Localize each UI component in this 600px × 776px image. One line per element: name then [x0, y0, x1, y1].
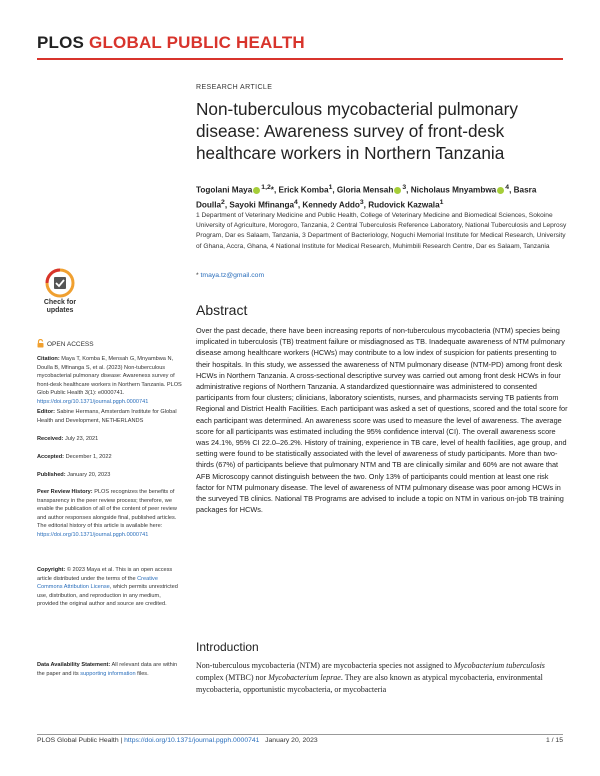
intro-text: . They are also known as atypical mycobacteria, environmental mycobacteria, opportunistic mycobacteria, or mycobacteria	[196, 673, 543, 695]
author-name[interactable]: , Kennedy Addo	[297, 200, 360, 210]
open-access-label	[37, 339, 94, 348]
article-title: Non-tuberculous mycobacterial pulmonary disease: Awareness survey of front-desk healthcare workers in Northern Tanzania	[196, 99, 518, 163]
data-availability	[37, 661, 182, 678]
author-affil-sup: 3	[402, 184, 407, 191]
abstract-body: Over the past decade, there have been increasing reports of non-tuberculous mycobacteria (NTM) species being implicated in tuberculosis (TB) treatment failure or misdiagnosed as TB. Inadequate awareness of NTM pulmonary disease among healthcare workers (HCWs) may contribute to a low index of suspicion for patients presenting to their hospitals. In this study, we assessed the awareness of NTM pulmonary disease (NTM-PD) among front desk HCWs in Northern Tanzania. A cross-sectional descriptive survey was carried out among front desk HCWs in four administrative regions of Northern Tanzania. A standardized questionnaire was administered to consented participants from four clusters; clinicians, laboratory scientists, nurses, and pharmacists serving TB patients from Regional and District Health Facilities. Each participant was asked a set of questions, scored and the total score for each participant was determined. An awareness score was used to measure the level of awareness. The average score for all participants was estimated including the 95% confidence interval (CI). The overall awareness score was 24.1%, 95% CI 22.0–26.2%. History of training, experience in TB care, level of health facilities, age group, and setting were found to be statistically associated with the level of awareness of study participants. More than two-thirds (67%) of participants believe that pulmonary NTM and TB are clinically similar and 60% are not aware that AFB Microscopy cannot distinguish between the two. Only 13% of participants could mention at least one risk factor for NTM pulmonary disease. The level of awareness of NTM pulmonary disease was poor among HCWs in the surveyed TB clinics. National TB Programs are advised to include a topic on NTM in various on-job TB training packages for HCWs.	[196, 326, 568, 515]
published-label: Published:	[37, 472, 66, 478]
copyright-text: © 2023 Maya et al. This is an open access article distributed under the terms of the	[37, 567, 173, 582]
orcid-icon[interactable]	[394, 187, 401, 194]
copyright-label: Copyright:	[37, 567, 66, 573]
editor-text: Sabine Hermans, Amsterdam Institute for Global Health and Development, NETHERLANDS	[37, 409, 177, 424]
orcid-icon[interactable]	[253, 187, 260, 194]
citation	[37, 355, 182, 407]
introduction-heading: Introduction	[196, 640, 259, 654]
citation-text: Maya T, Komba E, Mensah G, Mnyambwa N, Doulla B, Mfinanga S, et al. (2023) Non-tuberculous mycobacterial pulmonary disease: Awareness survey of front-desk healthcare workers in Northern Tanzania. PLOS Glob Public Health 3(1): e0000741.	[37, 356, 182, 397]
author-affil-sup: 3	[359, 199, 364, 207]
received-value: July 23, 2021	[63, 436, 99, 442]
introduction-body	[196, 660, 568, 697]
data-availability-label: Data Availability Statement:	[37, 662, 111, 668]
author-affil-sup: 1	[439, 199, 444, 207]
email-star: *	[196, 272, 201, 279]
copyright-text-2: , which permits unrestricted use, distribution, and reproduction in any medium, provided the original author and source are credited.	[37, 584, 178, 608]
accepted-date	[37, 453, 182, 462]
author-name[interactable]: Togolani Maya	[196, 185, 253, 195]
author-affil-sup: 1,2	[261, 184, 271, 191]
peer-review-text: PLOS recognizes the benefits of transparency in the peer review process; therefore, we enable the publication of all of the content of peer review and author responses alongside final, published articles. The editorial history of this article is available here:	[37, 489, 177, 530]
citation-label: Citation:	[37, 356, 60, 362]
header-rule	[37, 58, 563, 60]
author-name[interactable]: , Gloria Mensah	[332, 185, 394, 195]
peer-review-link[interactable]: https://doi.org/10.1371/journal.pgph.0000741	[37, 531, 149, 538]
accepted-label: Accepted:	[37, 454, 65, 460]
accepted-value: December 1, 2022	[64, 454, 112, 460]
data-availability-text-2: files.	[135, 670, 149, 677]
author-affil-sup: 2	[221, 199, 225, 207]
journal-name-part1: PLOS	[37, 33, 85, 52]
data-availability-text: All relevant data are within the paper and its	[37, 662, 178, 677]
corresponding-email	[196, 272, 264, 279]
peer-review-history	[37, 488, 182, 540]
author-name[interactable]: , Nicholaus Mnyambwa	[406, 185, 497, 195]
author-name[interactable]: , Sayoki Mfinanga	[224, 200, 294, 210]
author-list	[196, 182, 566, 212]
article-type: RESEARCH ARTICLE	[196, 84, 273, 91]
footer-date: January 20, 2023	[259, 737, 318, 744]
intro-text: complex (MTBC) nor	[196, 673, 269, 683]
footer-doi-link[interactable]: https://doi.org/10.1371/journal.pgph.0000741	[124, 737, 260, 744]
intro-text: Non-tuberculous mycobacteria (NTM) are mycobacteria species not assigned to	[196, 661, 454, 670]
open-access-lock-icon	[37, 339, 44, 348]
author-affil-sup: 1	[328, 184, 333, 191]
page-number: 1 / 15	[545, 737, 563, 744]
author-name[interactable]: *, Erick Komba	[270, 185, 329, 195]
check-updates-icon	[40, 268, 80, 298]
author-name[interactable]: , Basra Doulla	[196, 185, 537, 210]
author-affil-sup: 4	[294, 199, 298, 207]
check-for-updates-badge[interactable]	[40, 268, 80, 316]
supporting-info-link[interactable]: supporting information	[80, 670, 136, 677]
published-value: January 20, 2023	[65, 472, 111, 478]
journal-name-part2: GLOBAL PUBLIC HEALTH	[89, 33, 305, 52]
editor-label: Editor:	[37, 409, 56, 415]
check-updates-line2: updates	[46, 307, 74, 314]
author-name[interactable]: , Rudovick Kazwala	[363, 200, 440, 210]
orcid-icon[interactable]	[497, 187, 504, 194]
open-access-text: OPEN ACCESS	[47, 341, 94, 348]
license-link[interactable]: Creative Commons Attribution License	[37, 575, 158, 591]
footer-citation	[37, 737, 318, 744]
received-date	[37, 435, 182, 444]
affiliations: 1 Department of Veterinary Medicine and Public Health, College of Veterinary Medicine and Biomedical Sciences, Sokoine University of Agriculture, Morogoro, Tanzania, 2 Central Tuberculosis Reference Laboratory, National Tuberculosis and Leprosy Program, Dar es Salaam, Tanzania, 3 Department of Bacteriology, Noguchi Memorial Institute for Medical Research, University of Ghana, Accra, Ghana, 4 National Institute for Medical Research, Muhimbili Research Centre, Dar es Salaam, Tanzania	[196, 212, 567, 250]
intro-species: Mycobacterium leprae	[268, 673, 341, 683]
editor	[37, 408, 182, 425]
check-updates-line1: Check for	[43, 299, 77, 306]
footer-journal: PLOS Global Public Health |	[37, 737, 125, 744]
citation-doi-link[interactable]: https://doi.org/10.1371/journal.pgph.0000741	[37, 398, 149, 405]
abstract-heading: Abstract	[196, 302, 248, 318]
received-label: Received:	[37, 436, 64, 442]
journal-name	[37, 33, 305, 53]
copyright	[37, 566, 182, 609]
intro-species: Mycobacterium tuberculosis	[453, 661, 545, 670]
peer-review-label: Peer Review History:	[37, 489, 93, 495]
email-link[interactable]: tmaya.tz@gmail.com	[200, 272, 265, 279]
published-date	[37, 471, 182, 480]
footer-rule	[37, 734, 563, 735]
author-affil-sup: 4	[505, 184, 510, 191]
